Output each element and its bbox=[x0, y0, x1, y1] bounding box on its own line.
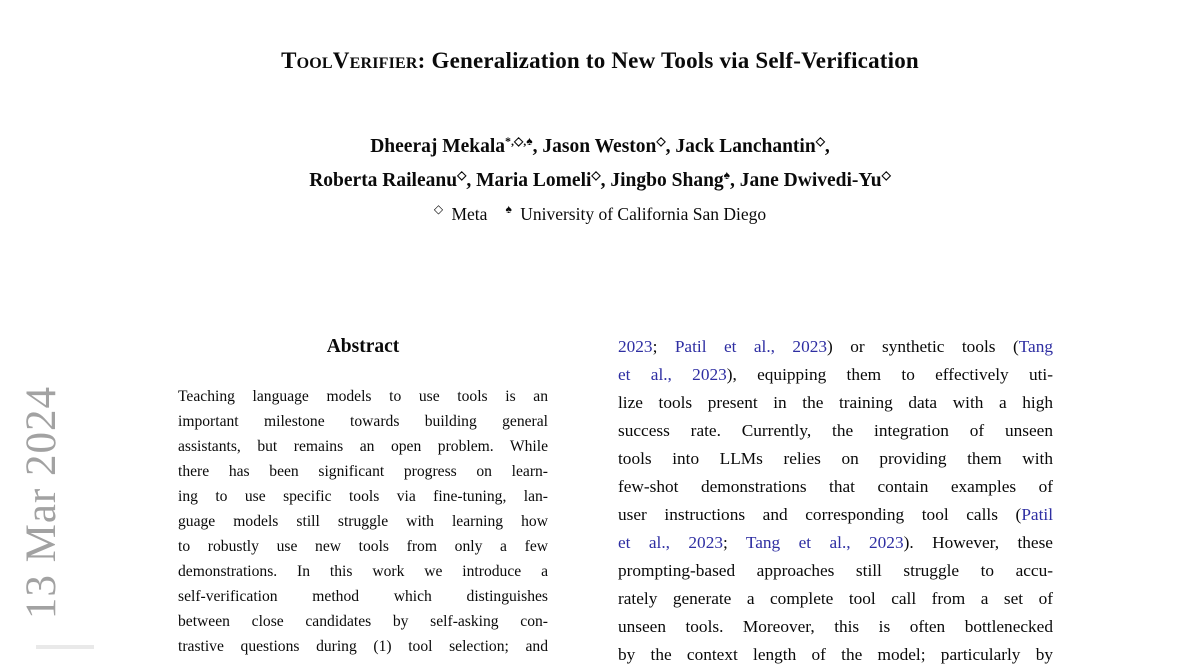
author-affiliation-marker: ◇ bbox=[457, 168, 467, 182]
abstract-column bbox=[178, 336, 548, 659]
author-affiliation-marker: ◇ bbox=[881, 168, 891, 182]
citation-link[interactable]: 2023 bbox=[618, 337, 653, 356]
citation-link[interactable]: et al., 2023 bbox=[618, 533, 723, 552]
text-line: user instructions and corresponding tool calls (Patil bbox=[618, 505, 1053, 524]
abstract-line: there has been significant progress on learn- bbox=[178, 463, 548, 480]
text-line: prompting-based approaches still struggle to accu- bbox=[618, 561, 1053, 580]
affiliation-marker: ◇ bbox=[433, 202, 444, 216]
text-line: lize tools present in the training data with a high bbox=[618, 393, 1053, 412]
author-line-1: Dheeraj Mekala*,◇,♠, Jason Weston◇, Jack Lanchantin◇, bbox=[370, 134, 830, 157]
affiliation-item: ◇ Meta bbox=[433, 202, 488, 224]
author-block bbox=[0, 130, 1200, 231]
arxiv-watermark-stub bbox=[36, 645, 94, 649]
abstract-line: between close candidates by self-asking con- bbox=[178, 613, 548, 630]
author-name: Jason Weston bbox=[542, 136, 657, 157]
paper-title bbox=[0, 48, 1200, 74]
author-name: Maria Lomeli bbox=[476, 170, 592, 191]
abstract-text bbox=[178, 384, 548, 659]
abstract-line: to robustly use new tools from only a few bbox=[178, 538, 548, 555]
text-line: by the context length of the model; particularly by bbox=[618, 645, 1053, 664]
text-line: rately generate a complete tool call from a set of bbox=[618, 589, 1053, 608]
citation-link[interactable]: Patil bbox=[1021, 505, 1053, 524]
citation-link[interactable]: Tang et al., 2023 bbox=[745, 533, 904, 552]
abstract-line: assistants, but remains an open problem. While bbox=[178, 438, 548, 455]
text-line: tools into LLMs relies on providing them with bbox=[618, 449, 1053, 468]
abstract-line: Teaching language models to use tools is an bbox=[178, 388, 548, 405]
arxiv-date-watermark: 13 Mar 2024 bbox=[18, 386, 65, 620]
author-name: Jack Lanchantin bbox=[675, 136, 816, 157]
citation-link[interactable]: Tang bbox=[1018, 337, 1054, 356]
author-affiliation-marker: ◇ bbox=[591, 168, 601, 182]
affiliation-line bbox=[0, 198, 1200, 231]
text-line: et al., 2023), equipping them to effectively uti- bbox=[618, 365, 1053, 384]
intro-column-text bbox=[618, 333, 1053, 669]
abstract-line: ing to use specific tools via fine-tuning, lan- bbox=[178, 488, 548, 505]
text-line: et al., 2023; Tang et al., 2023). However, these bbox=[618, 533, 1053, 552]
author-name: Dheeraj Mekala bbox=[370, 136, 506, 157]
abstract-line: trastive questions during (1) tool selection; and bbox=[178, 638, 548, 655]
text-line: few-shot demonstrations that contain examples of bbox=[618, 477, 1053, 496]
text-line: unseen tools. Moreover, this is often bottlenecked bbox=[618, 617, 1053, 636]
author-line-2: Roberta Raileanu◇, Maria Lomeli◇, Jingbo Shang♠, Jane Dwivedi-Yu◇ bbox=[309, 168, 891, 191]
paper-title-smallcaps: ToolVerifier bbox=[281, 48, 418, 73]
text-line: success rate. Currently, the integration of unseen bbox=[618, 421, 1053, 440]
author-name: Roberta Raileanu bbox=[309, 170, 458, 191]
affiliation-marker: ♠ bbox=[505, 202, 512, 216]
citation-link[interactable]: Patil et al., 2023 bbox=[674, 337, 827, 356]
citation-link[interactable]: et al., 2023 bbox=[618, 365, 727, 384]
paper-title-rest: : Generalization to New Tools via Self-Verification bbox=[417, 48, 919, 73]
abstract-line: self-verification method which distinguishes bbox=[178, 588, 548, 605]
author-affiliation-marker: ♠ bbox=[723, 168, 731, 182]
author-name: Jane Dwivedi-Yu bbox=[739, 170, 882, 191]
author-affiliation-marker: *,◇,♠ bbox=[505, 134, 533, 148]
abstract-line: guage models still struggle with learning how bbox=[178, 513, 548, 530]
author-name: Jingbo Shang bbox=[610, 170, 724, 191]
author-affiliation-marker: ◇ bbox=[815, 134, 825, 148]
abstract-line: important milestone towards building general bbox=[178, 413, 548, 430]
abstract-line: demonstrations. In this work we introduce a bbox=[178, 563, 548, 580]
abstract-heading: Abstract bbox=[326, 336, 400, 357]
author-affiliation-marker: ◇ bbox=[656, 134, 666, 148]
text-line: 2023; Patil et al., 2023) or synthetic tools (Tang bbox=[618, 337, 1054, 356]
affiliation-item: ♠ University of California San Diego bbox=[505, 202, 767, 224]
